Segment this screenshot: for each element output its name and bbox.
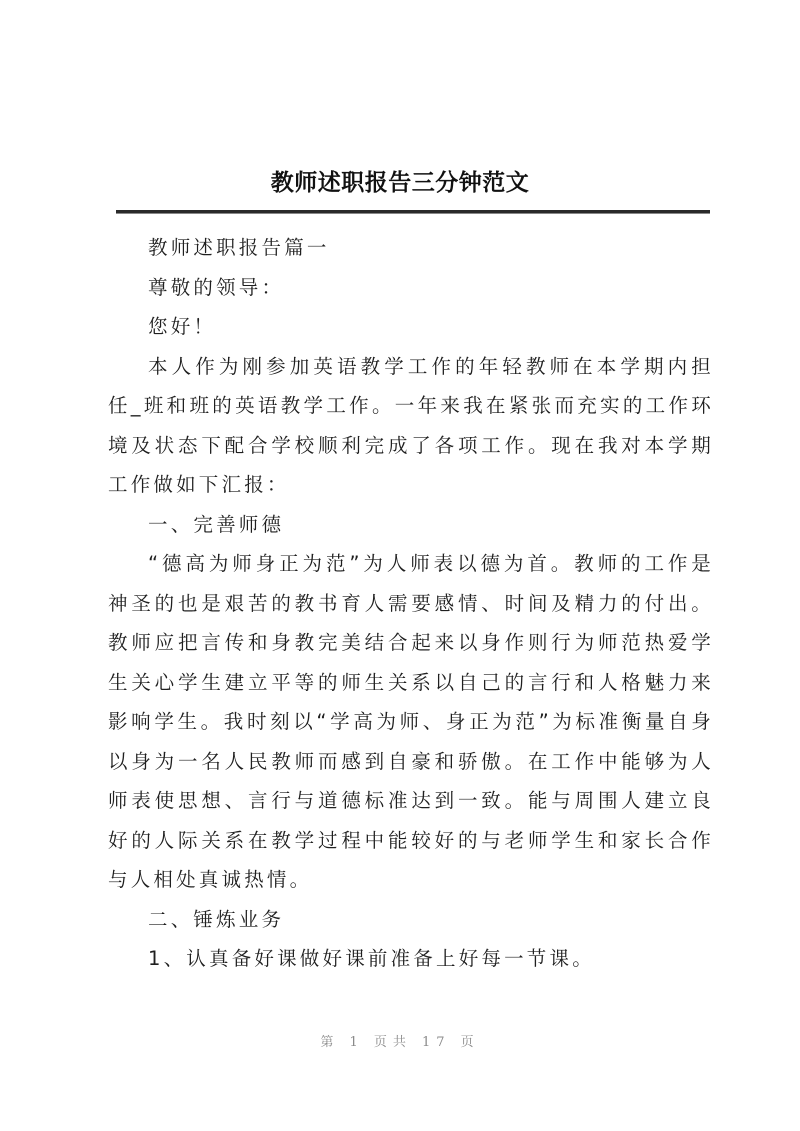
document-body xyxy=(108,228,714,979)
subheading-skills: 二、锤炼业务 xyxy=(148,907,285,931)
list-item-1: 1、认真备好课做好课前准备上好每一节课。 xyxy=(148,947,595,970)
ethics-paragraph: “德高为师身正为范”为人师表以德为首。教师的工作是神圣的也是艰苦的教书育人需要感情、时间及精力的付出。教师应把言传和身教完美结合起来以身作则行为师范热爱学生关心学生建立平等的师生关系以自己的言行和人格魅力来影响学生。我时刻以“学高为师、身正为范”为标准衡量自身以身为一名人民教师而感到自豪和骄傲。在工作中能够为人师表使思想、言行与道德标准达到一致。能与周围人建立良好的人际关系在教学过程中能较好的与老师学生和家长合作与人相处真诚热情。 xyxy=(108,552,714,891)
title-divider xyxy=(116,210,710,214)
document-title: 教师述职报告三分钟范文 xyxy=(270,170,530,196)
greeting: 您好！ xyxy=(148,315,217,338)
intro-paragraph: 本人作为刚参加英语教学工作的年轻教师在本学期内担任_班和班的英语教学工作。一年来我在紧张而充实的工作环境及状态下配合学校顺利完成了各项工作。现在我对本学期工作做如下汇报： xyxy=(108,354,714,496)
section-heading: 教师述职报告篇一 xyxy=(148,236,330,259)
page-number-footer: 第 1 页共 17 页 xyxy=(320,1035,480,1050)
subheading-ethics: 一、完善师德 xyxy=(148,512,285,536)
salutation: 尊敬的领导： xyxy=(148,275,285,299)
